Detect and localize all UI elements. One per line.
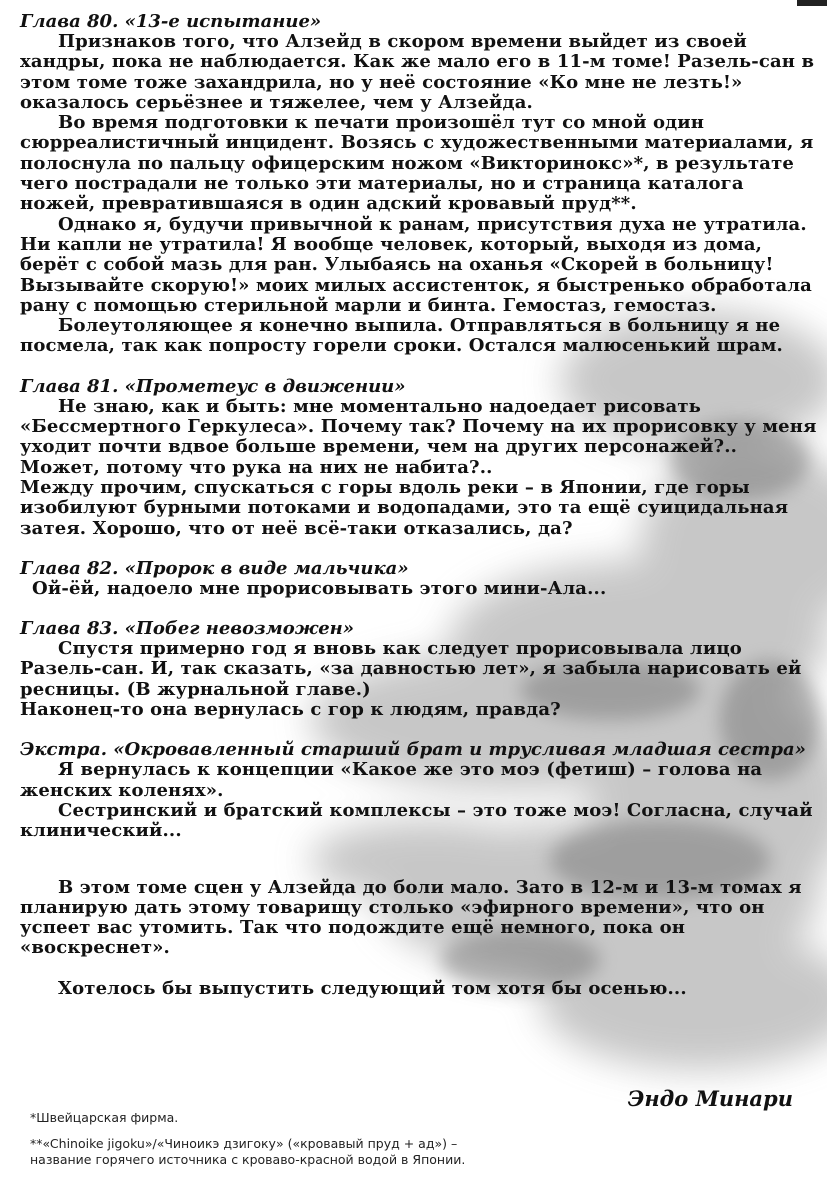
paragraph: Однако я, будучи привычной к ранам, присутствия духа не утратила. Ни капли не утратила! Я вообще человек, который, выходя из дома, берёт с собой мазь для ран. Улыбаясь на оханья «Скорей в больницу! Вызывайте скорую!» моих милых ассистенток, я быстренько обработала рану с помощью стерильной марли и бинта. Гемостаз, гемостаз. <box>20 213 812 316</box>
paragraph: Болеутоляющее я конечно выпила. Отправляться в больницу я не посмела, так как попросту горели сроки. Остался малюсенький шрам. <box>20 315 783 357</box>
author-signature: Эндо Минари <box>627 1086 793 1111</box>
section-chapter-83 <box>20 619 820 720</box>
section-heading: Глава 83. «Побег невозможен» <box>20 618 355 640</box>
footnotes <box>30 1110 465 1168</box>
footnote: название горячего источника с кроваво-красной водой в Японии. <box>30 1152 466 1167</box>
section-heading: Глава 80. «13-е испытание» <box>20 11 322 32</box>
paragraph: Не знаю, как и быть: мне моментально надоедает рисовать «Бессмертного Геркулеса». Почему так? Почему на их прорисовку у меня уходит почти вдвое больше времени, чем на других персонажей?.. Может, потому что рука на них не набита?.. <box>20 395 817 478</box>
section-heading: Экстра. «Окровавленный старший брат и трусливая младшая сестра» <box>20 739 806 761</box>
paragraph: Признаков того, что Алзейд в скором времени выйдет из своей хандры, пока не наблюдается. Как же мало его в 11-м томе! Разель-сан в этом томе тоже захандрила, но у неё состояние «Ко мне не лезть!» оказалось серьёзнее и тяжелее, чем у Алзейда. <box>20 31 815 113</box>
closing-remarks <box>20 858 820 999</box>
paragraph: Спустя примерно год я вновь как следует прорисовывала лицо Разель-сан. И, так сказать, «за давностью лет», я забыла нарисовать ей ресницы. (В журнальной главе.) <box>20 638 802 700</box>
paragraph: Я вернулась к концепции «Какое же это моэ (фетиш) – голова на женских коленях». <box>20 759 763 801</box>
paragraph: Ой-ёй, надоело мне прорисовывать этого мини-Ала... <box>32 577 607 599</box>
paragraph: Между прочим, спускаться с горы вдоль реки – в Японии, где горы изобилуют бурными потоками и водопадами, это та ещё суицидальная затея. Хорошо, что от неё всё-таки отказались, да? <box>20 476 789 539</box>
corner-mark <box>797 0 827 6</box>
footnote: *Швейцарская фирма. <box>30 1110 179 1125</box>
section-extra <box>20 740 820 841</box>
section-heading: Глава 81. «Прометеус в движении» <box>20 375 406 397</box>
section-chapter-80 <box>20 12 820 357</box>
footnote: **«Chinoike jigoku»/«Чиноикэ дзигоку» («кровавый пруд + ад») – <box>30 1136 458 1151</box>
afterword-body <box>20 12 820 1019</box>
section-heading: Глава 82. «Пророк в виде мальчика» <box>20 557 409 579</box>
paragraph: Хотелось бы выпустить следующий том хотя бы осенью... <box>58 977 687 999</box>
paragraph: Во время подготовки к печати произошёл тут со мной один сюрреалистичный инцидент. Возясь с художественными материалами, я полоснула по пальцу офицерским ножом «Викторинокс»*, в результате чего пострадали не только эти материалы, но и страница каталога ножей, превратившаяся в один адский кровавый пруд**. <box>20 112 814 215</box>
paragraph: В этом томе сцен у Алзейда до боли мало. Зато в 12-м и 13-м томах я планирую дать этому товарищу столько «эфирного времени», что он успеет вас утомить. Так что подождите ещё немного, пока он «воскреснет». <box>20 876 802 959</box>
paragraph: Наконец-то она вернулась с гор к людям, правда? <box>20 699 561 721</box>
section-chapter-81 <box>20 377 820 539</box>
paragraph: Сестринский и братский комплексы – это тоже моэ! Согласна, случай клинический... <box>20 799 813 842</box>
section-chapter-82 <box>20 559 820 599</box>
